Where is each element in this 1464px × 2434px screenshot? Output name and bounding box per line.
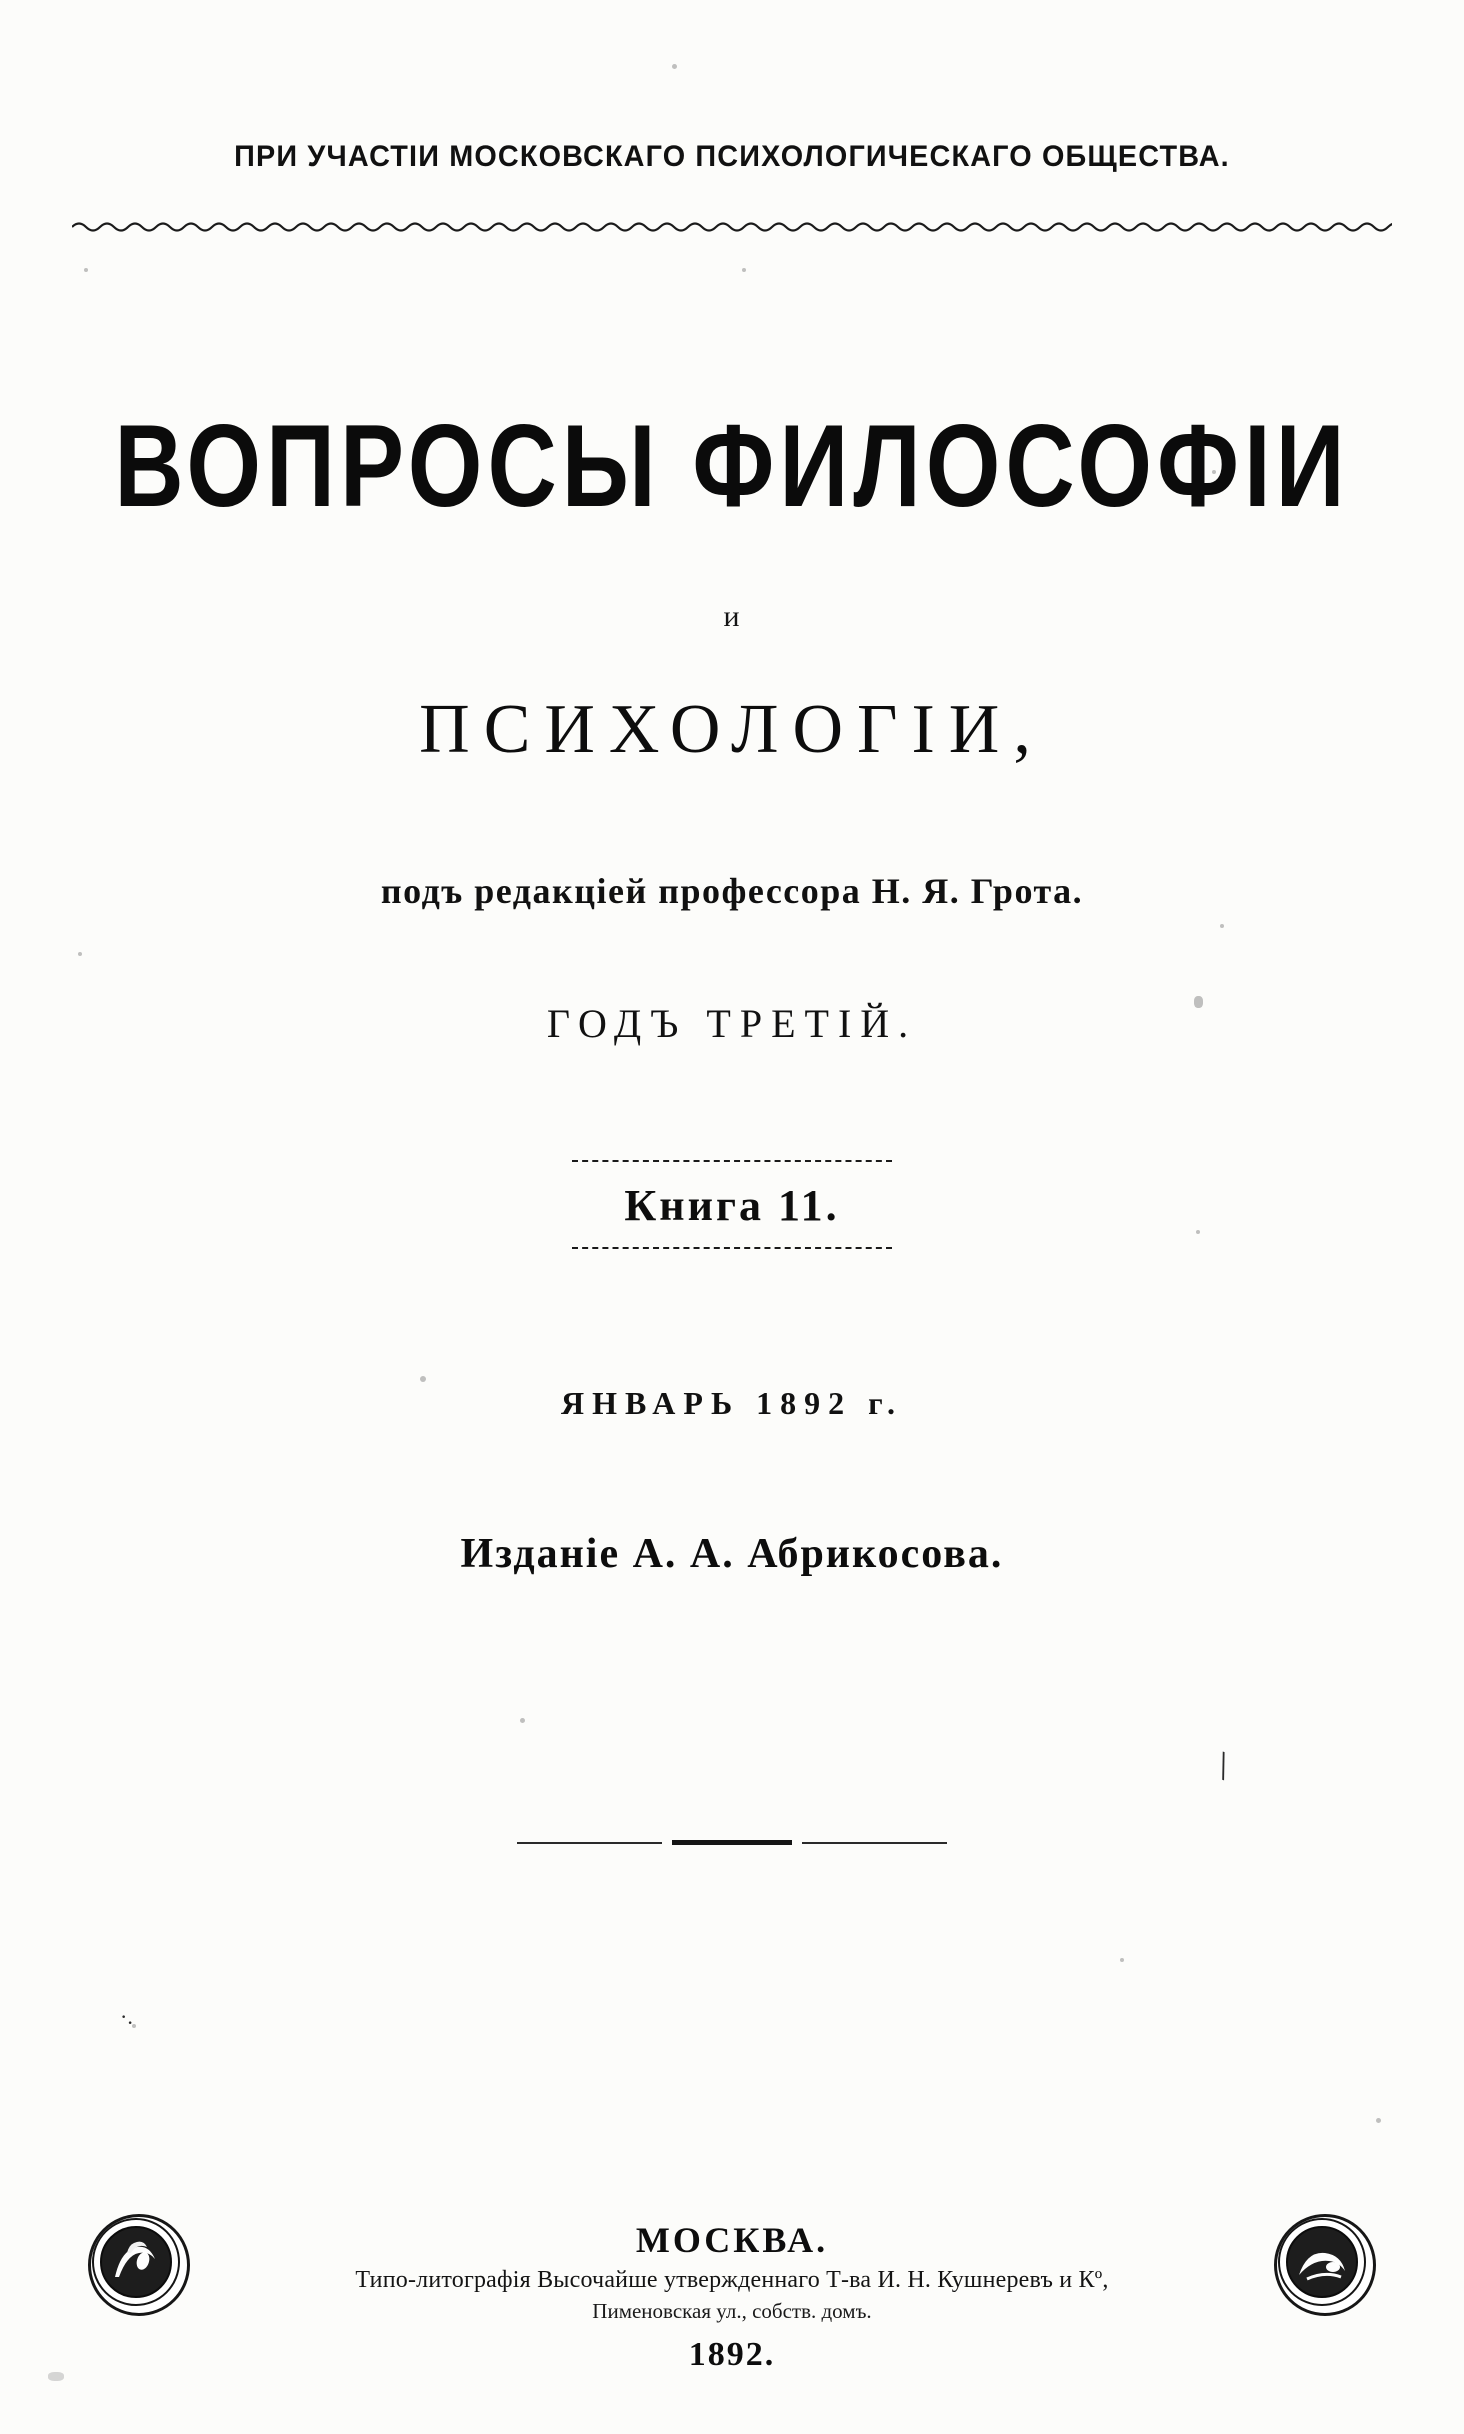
scan-speck <box>78 952 82 956</box>
publisher-line: Изданіе А. А. Абрикосова. <box>460 1531 1004 1577</box>
editor-line: подъ редакціей профессора Н. Я. Грота. <box>380 871 1084 911</box>
society-participation-line: ПРИ УЧАСТІИ МОСКОВСКАГО ПСИХОЛОГИЧЕСКАГО ОБЩЕСТВА. <box>234 140 1230 173</box>
dashed-rule-bottom <box>572 1247 892 1249</box>
scan-speck <box>1120 1958 1124 1962</box>
imprint-address: Пименовская ул., собств. домъ. <box>592 2299 872 2323</box>
volume-year-line: ГОДЪ ТРЕТІЙ. <box>546 1001 918 1046</box>
dashed-rule-top <box>572 1160 892 1162</box>
book-number: Книга 11. <box>624 1181 840 1230</box>
ornamental-rule <box>517 1840 947 1845</box>
scan-speck <box>742 268 746 272</box>
imprint-printer: Типо-литографія Высочайше утвержденнаго Т-ва И. Н. Кушнеревъ и Кº, <box>355 2267 1109 2293</box>
scan-speck <box>1376 2118 1381 2123</box>
imprint-city: МОСКВА. <box>635 2220 829 2260</box>
scan-speck <box>672 64 677 69</box>
rule-segment-right <box>802 1842 947 1844</box>
journal-main-title: ВОПРОСЫ ФИЛОСОФІИ <box>114 401 1350 532</box>
scan-speck <box>520 1718 525 1723</box>
scan-speck <box>1220 924 1224 928</box>
imprint-block <box>0 2219 1464 2374</box>
scan-speck <box>84 268 88 272</box>
journal-subtitle: ПСИХОЛОГІИ, <box>419 691 1045 768</box>
title-conjunction: и <box>723 600 741 633</box>
imprint-year: 1892. <box>688 2336 776 2373</box>
issue-date: ЯНВАРЬ 1892 г. <box>560 1385 904 1421</box>
scan-speck <box>420 1376 426 1382</box>
stray-pen-mark: \ <box>1210 1742 1237 1789</box>
book-number-block <box>0 1160 1464 1249</box>
stray-pen-mark: ·. <box>120 2004 133 2029</box>
rule-segment-left <box>517 1842 662 1844</box>
wavy-divider <box>72 218 1392 234</box>
rule-segment-center <box>672 1840 792 1845</box>
